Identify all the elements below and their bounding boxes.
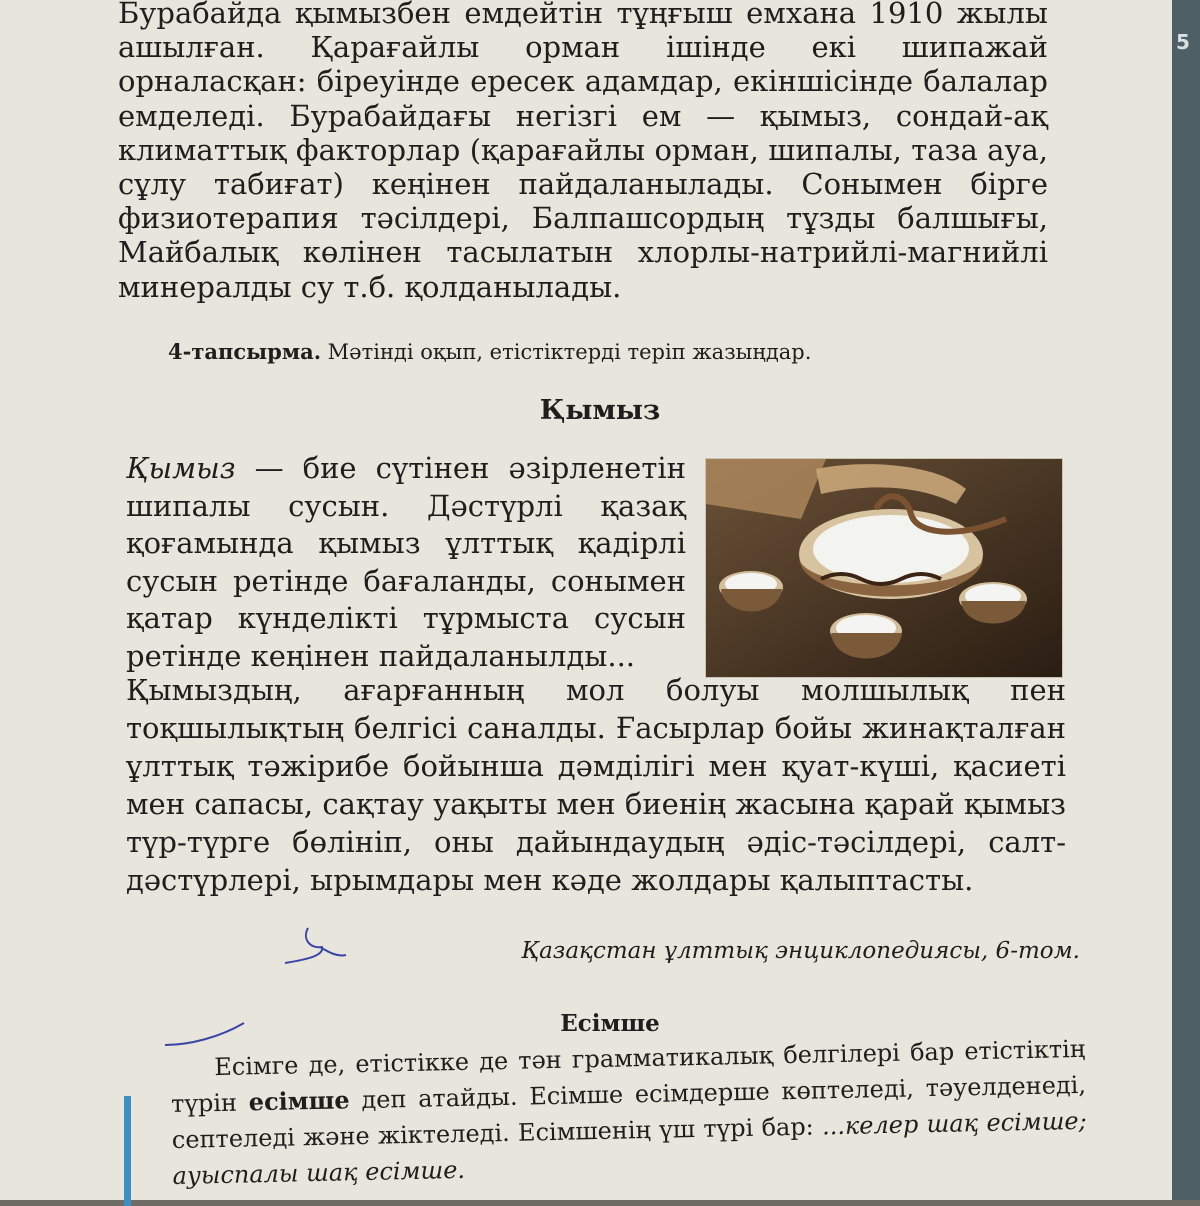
article-source: Қазақстан ұлттық энциклопедиясы, 6-том.: [521, 938, 1080, 964]
kumis-bowls-photo: [705, 458, 1063, 678]
article-body: Қымыздың, ағарғанның мол болуы молшылық пен тоқшылықтың белгісі саналды. Ғасырлар бойы жинақталған ұлттық тәжірибе бойынша дәмділігі мен қуат-күші, қасиеті мен сапасы, сақтау уақыты мен биенің жасына қарай қымыз түр-түрге бөлініп, оны дайындаудың әдіс-тәсілдері, салт-дәстүрлері, ырымдары мен кәде жолдары қалыптасты.: [126, 673, 1066, 897]
grammar-text-1: Есімге де, етістікке де тән грамматикалық белгілері бар етістіктің түрін: [170, 1034, 1086, 1118]
kumis-bowls-illustration: [706, 459, 1062, 677]
task-label: 4-тапсырма.: [168, 339, 321, 364]
grammar-rule: [170, 1031, 1088, 1194]
task-instruction: [168, 339, 968, 364]
grammar-title: Есімше: [560, 1010, 660, 1037]
pen-scribble-mark: [280, 925, 350, 970]
rule-accent-bar: [124, 1096, 131, 1206]
next-page-edge: [1172, 0, 1200, 1200]
grammar-term: есімше: [248, 1085, 350, 1117]
grammar-types: ...келер шақ есімше; ауыспалы шақ есімше.: [172, 1106, 1087, 1190]
task-text: Мәтінді оқып, етістіктерді теріп жазыңдар.: [321, 340, 812, 364]
grammar-text-2: деп атайды. Есімше есімдерше көптеледі, тәуелденеді, септеледі және жіктеледі. Есімшенің үш түрі бар:: [171, 1070, 1087, 1154]
paragraph-burabai: Бурабайда қымызбен емдейтін тұңғыш емхана 1910 жылы ашылған. Қарағайлы орман ішінде екі шипажай орналасқан: біреуінде ересек адамдар, екіншісінде балалар емделеді. Бурабайдағы негізгі ем — қымыз, сондай-ақ климаттық факторлар (қарағайлы орман, шипалы, таза ауа, сұлу табиғат) кеңінен пайдаланылады. Сонымен бірге физиотерапия тәсілдері, Балпашсордың тұзды балшығы, Майбалық көлінен тасылатын хлорлы-натрийлі-магнийлі минералды су т.б. қолданылады.: [118, 0, 1048, 304]
edge-page-number: 5: [1176, 30, 1190, 54]
article-intro: [126, 450, 686, 675]
article-intro-text: — бие сүтінен әзірленетін шипалы сусын. Дәстүрлі қазақ қоғамында қымыз ұлттық қадірлі сусын ретінде бағаланды, сонымен қатар күнделікті тұрмыста сусын ретінде кеңінен пайдаланылды...: [126, 451, 686, 673]
article-term: Қымыз: [126, 451, 236, 485]
article-title: Қымыз: [539, 395, 661, 426]
